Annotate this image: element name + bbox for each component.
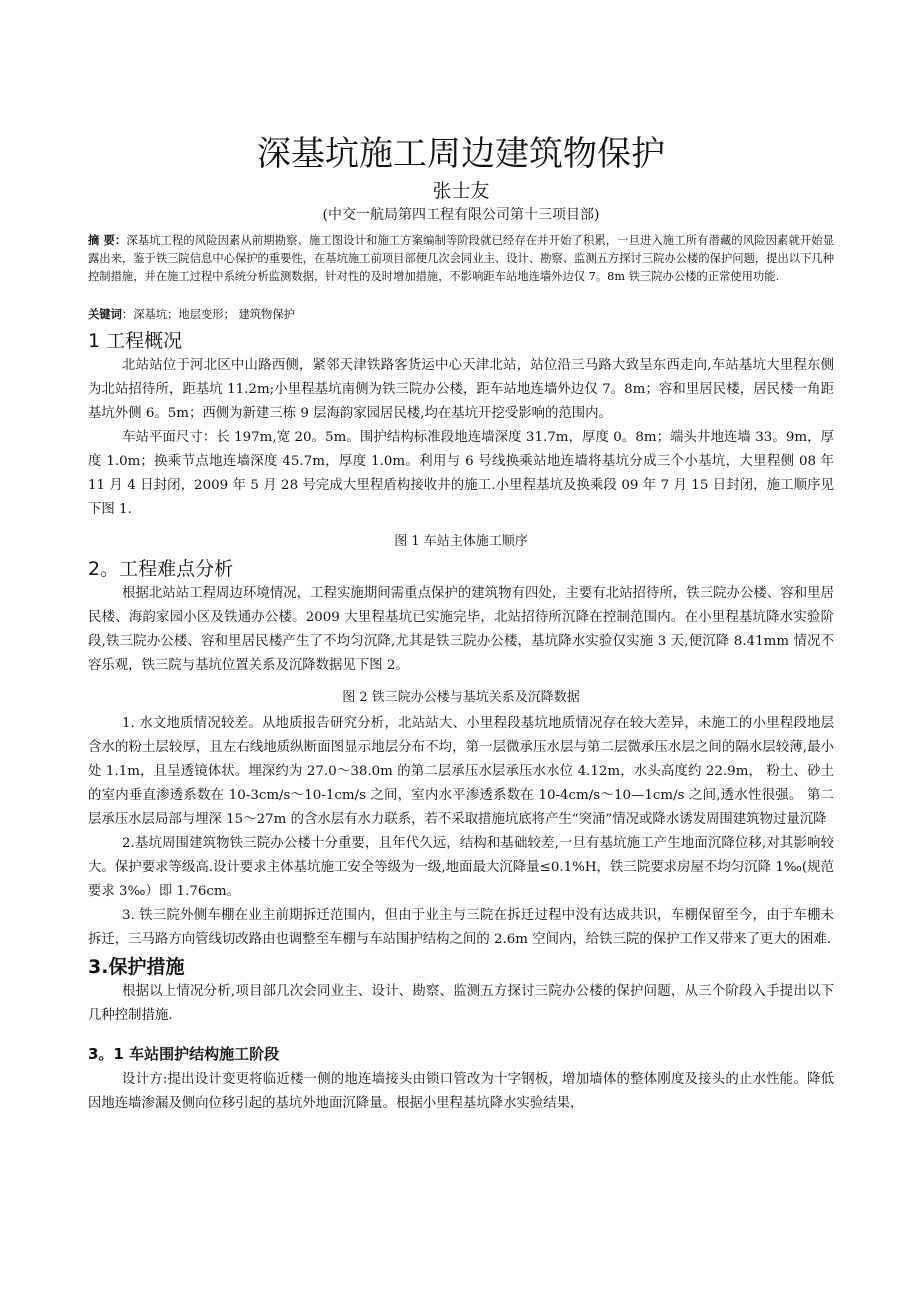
figure-1-caption: 图 1 车站主体施工顺序 [394,534,528,549]
keywords-text: ：深基坑；地层变形； 建筑物保护 [121,308,295,321]
paragraph: 根据以上情况分析,项目部几次会同业主、设计、勘察、监测五方探讨三院办公楼的保护问题，从三个阶段入手提出以下几种控制措施. [88,984,834,1023]
paragraph: 设计方:提出设计变更将临近楼一侧的地连墙接头由锁口管改为十字钢板，增加墙体的整体刚度及接头的止水性能。降低因地连墙渗漏及侧向位移引起的基坑外地面沉降量。根据小里程基坑降水实验结果， [88,1072,834,1111]
affiliation: (中交一航局第四工程有限公司第十三项目部) [322,207,600,223]
keywords-label: 关键词 [88,308,122,321]
paragraph: 北站站位于河北区中山路西侧，紧邻天津铁路客货运中心天津北站，站位沿三马路大致呈东西走向,车站基坑大里程东侧为北站招待所，距基坑 11.2m;小里程基坑南侧为铁三院办公楼，距车站地连墙外边仅 7。8m；容和里居民楼，居民楼一角距基坑外侧 6。5m；西侧为新建三栋 9 层海韵家园居民楼,均在基坑开挖受影响的范围内。 [88,358,834,421]
section-3-heading: 3.保护措施 [88,956,185,978]
keywords [88,306,834,324]
subsection-3-1-heading: 3。1 车站围护结构施工阶段 [88,1045,280,1063]
abstract [88,232,834,286]
paragraph: 1. 水文地质情况较差。从地质报告研究分析，北站站大、小里程段基坑地质情况存在较大差异，未施工的小里程段地层含水的粉土层较厚，且左右线地质纵断面图显示地层分布不均，第一层微承压水层与第二层微承压水层之间的隔水层较薄,最小处 1.1m，且呈透镜体状。埋深约为 27.0～38.0m 的第二层承压水层承压水水位 4.12m，水头高度约 22.9m， 粉土、砂土的室内垂直渗透系数在 10-3cm/s～10-1cm/s 之间，室内水平渗透系数在 10-4cm/s～10—1cm/s 之间,透水性很强。 第二层承压水层局部与埋深 15～27m 的含水层有水力联系，若不采取措施坑底将产生“突涌”情况或降水诱发周围建筑物过量沉降 [88,716,834,827]
abstract-label: 摘 要： [88,234,127,247]
paragraph: 车站平面尺寸：长 197m,宽 20。5m。围护结构标准段地连墙深度 31.7m，厚度 0。8m；端头井地连墙 33。9m，厚度 1.0m；换乘节点地连墙深度 45.7m，厚度 1.0m。利用与 6 号线换乘站地连墙将基坑分成三个小基坑，大里程侧 08 年 11 月 4 日封闭，2009 年 5 月 28 号完成大里程盾构接收井的施工.小里程基坑及换乘段 09 年 7 月 15 日封闭，施工顺序见下图 1. [88,430,834,517]
paragraph: 3. 铁三院外侧车棚在业主前期拆迁范围内，但由于业主与三院在拆迁过程中没有达成共识，车棚保留至今，由于车棚未拆迁，三马路方向管线切改路由也调整至车棚与车站围护结构之间的 2.6m 空间内，给铁三院的保护工作又带来了更大的困难. [88,908,834,947]
figure-2-caption: 图 2 铁三院办公楼与基坑关系及沉降数据 [342,690,580,705]
document-page [88,130,834,1116]
paper-title: 深基坑施工周边建筑物保护 [257,134,665,174]
author: 张士友 [432,180,490,202]
paragraph: 根据北站站工程周边环境情况，工程实施期间需重点保护的建筑物有四处，主要有北站招待所，铁三院办公楼、容和里居民楼、海韵家园小区及铁通办公楼。2009 大里程基坑已实施完毕，北站招待所沉降在控制范围内。在小里程基坑降水实验阶段,铁三院办公楼、容和里居民楼产生了不均匀沉降,尤其是铁三院办公楼，基坑降水实验仅实施 3 天,便沉降 8.41mm 情况不容乐观，铁三院与基坑位置关系及沉降数据见下图 2。 [88,586,834,673]
section-2-heading: 2。工程难点分析 [88,558,234,580]
abstract-text: 深基坑工程的风险因素从前期勘察、施工图设计和施工方案编制等阶段就已经存在并开始了积累，一旦进入施工所有潜藏的风险因素就开始显露出来，鉴于铁三院信息中心保护的重要性，在基坑施工前项目部便几次会同业主、设计、勘察、监测五方探讨三院办公楼的保护问题，提出以下几种控制措施，并在施工过程中系统分析监测数据，针对性的及时增加措施，不影响距车站地连墙外边仅 7。8m 铁三院办公楼的正常使用功能. [88,234,834,283]
section-1-heading: 1 工程概况 [88,330,183,352]
paragraph: 2.基坑周围建筑物铁三院办公楼十分重要，且年代久远，结构和基础较差,一旦有基坑施工产生地面沉降位移,对其影响较大。保护要求等级高.设计要求主体基坑施工安全等级为一级,地面最大沉降量≤0.1%H，铁三院要求房屋不均匀沉降 1‰(规范要求 3‰）即 1.76cm。 [88,836,834,899]
